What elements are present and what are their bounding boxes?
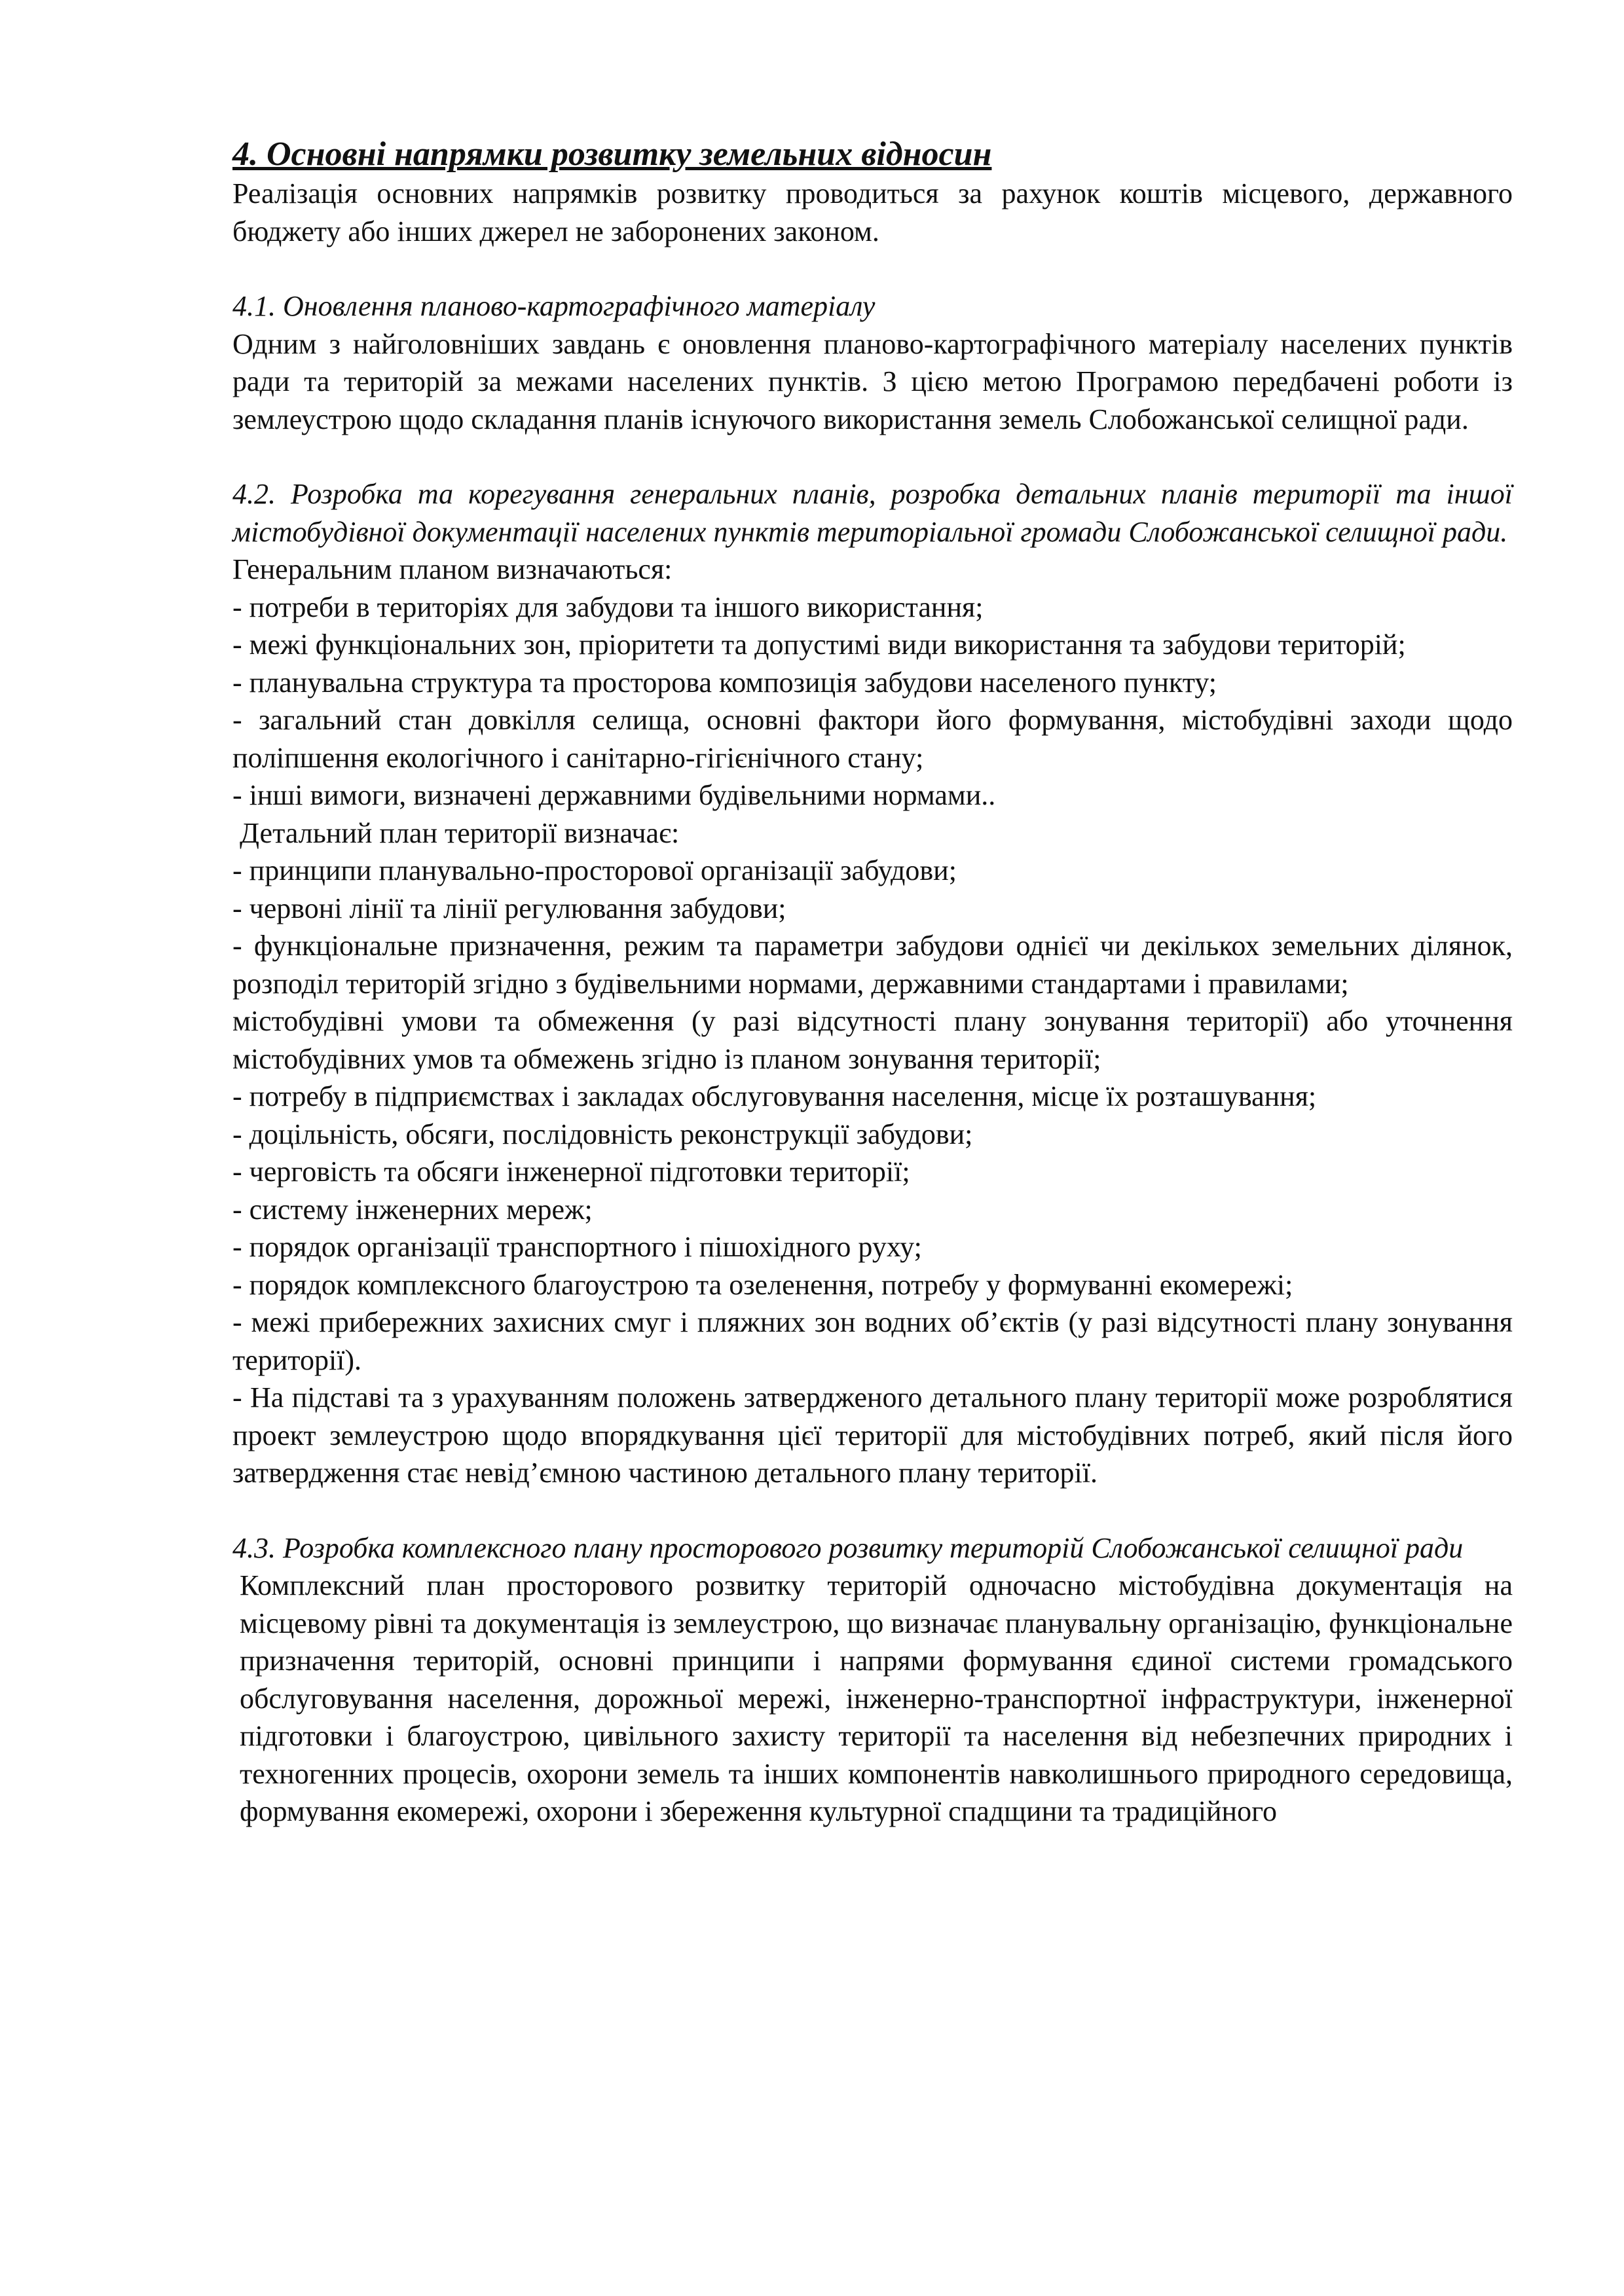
list-item: - потребу в підприємствах і закладах обслуговування населення, місце їх розташування; bbox=[232, 1080, 1317, 1112]
subsection-text-4-1: Одним з найголовніших завдань є оновлення планово-картографічного матеріалу населених пунктів ради та територій за межами населених пунктів. З цією метою Програмою передбачені роботи із землеустрою щодо складання планів існуючого використання земель Слобожанської селищної ради. bbox=[232, 327, 1513, 435]
list-item: - межі прибережних захисних смуг і пляжних зон водних об’єктів (у разі відсутності плану зонування території). bbox=[232, 1306, 1513, 1376]
list-item: містобудівні умови та обмеження (у разі відсутності плану зонування території) або уточнення містобудівних умов та обмежень згідно із планом зонування території; bbox=[232, 1005, 1513, 1075]
section-heading: 4. Основні напрямки розвитку земельних відносин bbox=[232, 136, 992, 173]
list-item: - принципи планувально-просторової організації забудови; bbox=[232, 854, 957, 886]
general-plan-intro: Генеральним планом визначаються: bbox=[232, 553, 673, 585]
document-page bbox=[232, 134, 1513, 1831]
list-item: - функціональне призначення, режим та параметри забудови однієї чи декількох земельних ділянок, розподіл територій згідно з будівельними нормами, державними стандартами і правилами; bbox=[232, 930, 1513, 1000]
list-item: - інші вимоги, визначені державними будівельними нормами.. bbox=[232, 779, 996, 811]
list-item: - На підставі та з урахуванням положень затвердженого детального плану території може розроблятися проект землеустрою щодо впорядкування цієї території для містобудівних потреб, який після його затвердження стає невід’ємною частиною детального плану території. bbox=[232, 1381, 1513, 1489]
detail-plan-intro: Детальний план території визначає: bbox=[240, 816, 680, 849]
list-item: - межі функціональних зон, пріоритети та допустимі види використання та забудови територій; bbox=[232, 629, 1406, 661]
list-item: - черговість та обсяги інженерної підготовки території; bbox=[232, 1156, 910, 1188]
subsection-title-4-3: 4.3. Розробка комплексного плану просторового розвитку територій Слобожанської селищної ради bbox=[232, 1531, 1464, 1564]
list-item: - потреби в територіях для забудови та іншого використання; bbox=[232, 591, 984, 623]
spacer bbox=[232, 1492, 1513, 1529]
subsection-text-4-3: Комплексний план просторового розвитку територій одночасно містобудівна документація на місцевому рівні та документація із землеустрою, що визначає планувальну організацію, функціональне призначення територій, основні принципи і напрями формування єдиної системи громадського обслуговування населення, дорожньої мережі, інженерно-транспортної інфраструктури, інженерної підготовки і благоустрою, цивільного захисту території та населення від небезпечних природних і техногенних процесів, охорони земель та інших компонентів навколишнього природного середовища, формування екомережі, охорони і збереження культурної спадщини та традиційного bbox=[240, 1569, 1513, 1827]
subsection-title-4-1: 4.1. Оновлення планово-картографічного матеріалу bbox=[232, 290, 876, 322]
list-item: - порядок організації транспортного і пішохідного руху; bbox=[232, 1231, 922, 1263]
list-item: - планувальна структура та просторова композиція забудови населеного пункту; bbox=[232, 666, 1217, 699]
list-item: - порядок комплексного благоустрою та озеленення, потребу у формуванні екомережі; bbox=[232, 1268, 1293, 1301]
spacer bbox=[232, 438, 1513, 475]
list-item: - систему інженерних мереж; bbox=[232, 1193, 593, 1226]
list-item: - загальний стан довкілля селища, основні фактори його формування, містобудівні заходи щодо поліпшення екологічного і санітарно-гігієнічного стану; bbox=[232, 704, 1513, 774]
list-item: - доцільність, обсяги, послідовність реконструкції забудови; bbox=[232, 1118, 973, 1150]
subsection-title-4-2: 4.2. Розробка та корегування генеральних планів, розробка детальних планів території та іншої містобудівної документації населених пунктів територіальної громади Слобожанської селищної ради. bbox=[232, 478, 1513, 548]
list-item: - червоні лінії та лінії регулювання забудови; bbox=[232, 892, 786, 924]
spacer bbox=[232, 250, 1513, 287]
intro-paragraph: Реалізація основних напрямків розвитку проводиться за рахунок коштів місцевого, державного бюджету або інших джерел не заборонених законом. bbox=[232, 177, 1513, 247]
